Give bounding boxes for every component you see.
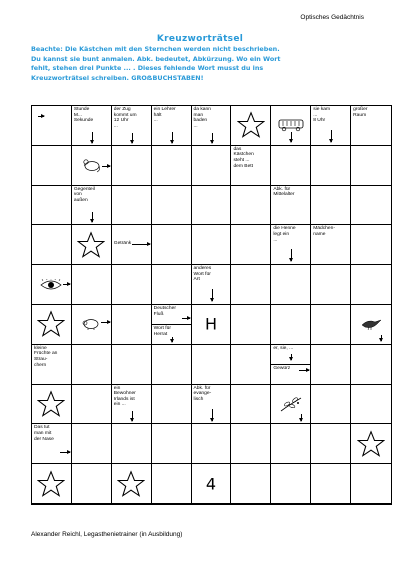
grid-cell[interactable] (271, 305, 311, 345)
grid-cell[interactable] (231, 225, 271, 265)
clue-text: anderes Wort für Art (193, 266, 212, 283)
grid-cell[interactable] (192, 225, 232, 265)
letter-four: 4 (205, 474, 217, 494)
grid-cell[interactable] (351, 186, 391, 226)
star-cell (112, 464, 152, 504)
grid-cell[interactable] (112, 186, 152, 226)
grid-cell[interactable] (72, 385, 112, 425)
grid-cell[interactable] (231, 464, 271, 504)
clue-text: ein Bewohner Irlands ist ein ... (113, 385, 136, 408)
document-label: Optisches Gedächtnis (300, 14, 364, 21)
clue-cell (271, 225, 311, 265)
grid-cell[interactable] (32, 146, 72, 186)
instruction-line: Kreuzworträtsel schreiben. GROẞBUCHSTABEN! (31, 73, 204, 82)
grid-cell[interactable] (112, 424, 152, 464)
star-icon (117, 470, 145, 498)
grid-cell[interactable] (231, 345, 271, 385)
star-cell (32, 305, 72, 345)
clue-cell (112, 385, 152, 425)
star-icon (37, 470, 65, 498)
grid-cell[interactable] (192, 424, 232, 464)
grid-cell[interactable] (32, 225, 72, 265)
grid-cell[interactable] (351, 464, 391, 504)
clue-cell (271, 345, 311, 385)
clue-cell (311, 225, 351, 265)
clue-text: Stunde M... Sekunde (73, 107, 94, 124)
star-cell (32, 464, 72, 504)
crossword-grid (31, 105, 392, 505)
clue-text: großer Raum (353, 107, 368, 118)
grid-cell[interactable] (152, 225, 192, 265)
clue-cell (32, 345, 72, 385)
grid-cell[interactable] (271, 265, 311, 305)
clue-text: Abk. für evange- lisch (193, 385, 212, 402)
clue-cell (192, 265, 232, 305)
star-icon (237, 111, 265, 139)
grid-cell[interactable] (152, 385, 192, 425)
picture-cell (32, 265, 72, 305)
star-icon (37, 310, 65, 338)
grid-cell[interactable] (112, 305, 152, 345)
letter-cell (192, 464, 232, 504)
grid-cell[interactable] (351, 146, 391, 186)
eye-icon (40, 279, 62, 291)
grid-cell[interactable] (192, 146, 232, 186)
grid-cell[interactable] (351, 225, 391, 265)
picture-cell (351, 305, 391, 345)
grid-cell[interactable] (112, 265, 152, 305)
grid-cell[interactable] (152, 146, 192, 186)
grid-cell[interactable] (231, 186, 271, 226)
clue-cell (311, 106, 351, 146)
pig-icon (81, 317, 101, 331)
clue-cell (231, 146, 271, 186)
grid-cell[interactable] (152, 265, 192, 305)
grid-cell[interactable] (351, 385, 391, 425)
grid-cell[interactable] (311, 265, 351, 305)
grid-cell[interactable] (72, 265, 112, 305)
picture-cell (271, 385, 311, 425)
letter-cell (192, 305, 232, 345)
grid-cell[interactable] (271, 464, 311, 504)
page-title: Kreuzworträtsel (156, 34, 244, 44)
clue-text: kleine Früchte an Strau- chern (34, 345, 58, 368)
mouse-icon (80, 157, 102, 173)
instructions (31, 45, 376, 83)
grid-cell[interactable] (152, 186, 192, 226)
clue-cell (192, 106, 232, 146)
grid-cell[interactable] (72, 345, 112, 385)
clue-cell (351, 106, 391, 146)
clue-cell (72, 106, 112, 146)
grid-cell[interactable] (311, 146, 351, 186)
grid-cell[interactable] (311, 385, 351, 425)
clue-cell (112, 106, 152, 146)
star-cell (32, 385, 72, 425)
grid-cell[interactable] (351, 265, 391, 305)
clue-cell (72, 186, 112, 226)
grid-cell[interactable] (351, 345, 391, 385)
footer-author: Alexander Reichl, Legasthenietrainer (in Ausbildung) (31, 531, 183, 538)
grid-cell[interactable] (152, 345, 192, 385)
clue-text: Gegenteil von außen (73, 186, 95, 203)
star-icon (357, 430, 385, 458)
star-cell (351, 424, 391, 464)
grid-cell[interactable] (271, 146, 311, 186)
picture-cell (72, 305, 112, 345)
instruction-line: fehlt, stehen drei Punkte ... . Dieses fehlende Wort musst du ins (31, 64, 264, 72)
grid-cell[interactable] (231, 265, 271, 305)
grid-cell[interactable] (231, 305, 271, 345)
clue-cell (152, 106, 192, 146)
clue-cell (271, 186, 311, 226)
grid-cell[interactable] (152, 464, 192, 504)
clue-text: da kann man baden ... (193, 107, 211, 129)
star-icon (37, 390, 65, 418)
grid-cell[interactable] (311, 186, 351, 226)
bus-icon (278, 118, 304, 132)
picture-cell (271, 106, 311, 146)
branch-icon (279, 395, 303, 413)
star-icon (77, 231, 105, 259)
clue-text: Getränk (113, 241, 132, 247)
picture-cell (72, 146, 112, 186)
grid-cell[interactable] (311, 305, 351, 345)
grid-cell[interactable] (192, 186, 232, 226)
clue-cell (152, 305, 192, 345)
grid-cell[interactable] (231, 424, 271, 464)
grid-cell[interactable] (72, 424, 112, 464)
clue-text: Gewürz (271, 364, 310, 372)
clue-text: das Kästchen steht ... dem Bett (233, 146, 254, 169)
bird-icon (360, 317, 382, 331)
grid-cell[interactable] (112, 146, 152, 186)
clue-text: sie kam ... 8 Uhr (313, 107, 331, 124)
grid-cell[interactable] (311, 345, 351, 385)
clue-text: der Zug kommt um 12 Uhr ... (113, 107, 137, 129)
clue-text: Das tut man mit der Nase (34, 425, 54, 442)
star-cell (72, 225, 112, 265)
clue-text: die Henne legt ein ... (273, 226, 296, 243)
grid-cell[interactable] (32, 186, 72, 226)
clue-text: Deutscher Fluß (153, 305, 176, 317)
clue-text: ein Lehrer hält ... (153, 107, 176, 124)
grid-cell[interactable] (271, 424, 311, 464)
letter-h: H (204, 314, 217, 334)
grid-cell[interactable] (152, 424, 192, 464)
clue-cell (112, 225, 152, 265)
clue-text: er, sie, ... (273, 345, 294, 351)
star-cell (231, 106, 271, 146)
clue-cell (32, 424, 72, 464)
grid-cell[interactable] (311, 424, 351, 464)
clue-text: Abk. für Mittelalter (273, 186, 295, 198)
grid-cell[interactable] (231, 385, 271, 425)
grid-cell[interactable] (32, 106, 72, 146)
instruction-line: Du kannst sie bunt anmalen. Abk. bedeutet, Abkürzung. Wo ein Wort (31, 54, 281, 63)
instruction-line: Beachte: Die Kästchen mit den Sternchen werden nicht beschrieben. (31, 45, 280, 53)
grid-cell[interactable] (311, 464, 351, 504)
grid-cell[interactable] (72, 464, 112, 504)
clue-cell (192, 385, 232, 425)
clue-text: Mädchen- name (313, 226, 335, 237)
clue-text: Wort für Herrat (152, 324, 191, 337)
grid-cell[interactable] (112, 345, 152, 385)
grid-cell[interactable] (192, 345, 232, 385)
